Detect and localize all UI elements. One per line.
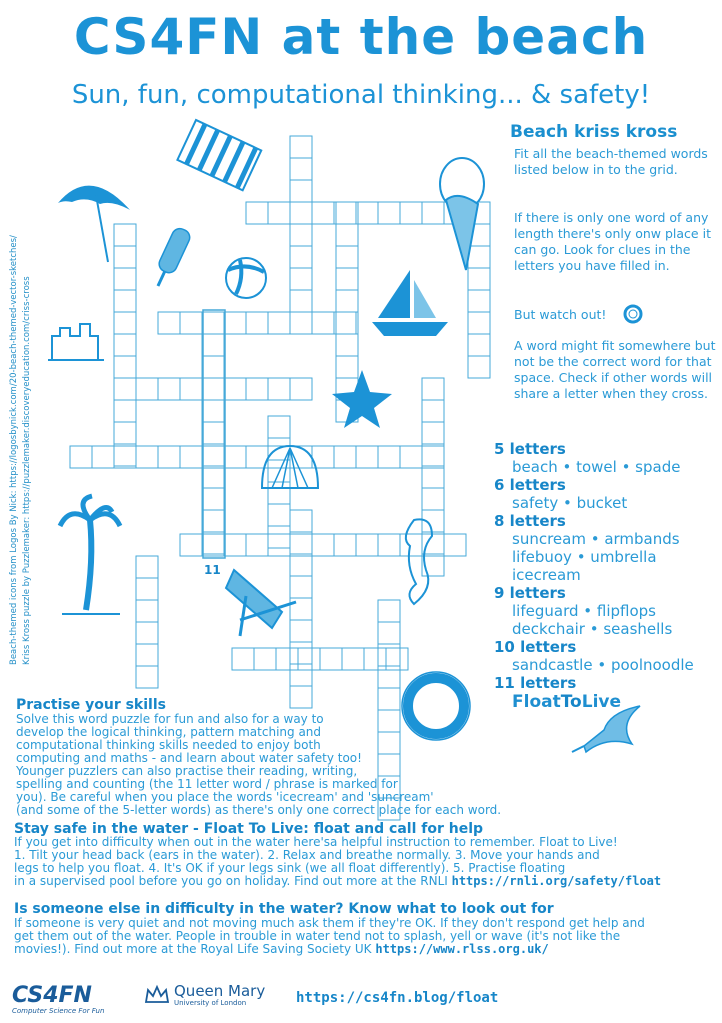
cs4fn-tagline: Computer Science For Fun [12, 1007, 105, 1015]
grid-cell[interactable] [136, 600, 158, 622]
beachball-icon [226, 258, 266, 298]
final-answer-a: Float [512, 692, 561, 712]
grid-cell[interactable] [336, 312, 358, 334]
final-answer-c: Live [581, 692, 622, 712]
deckchair-icon [226, 570, 296, 636]
grid-cell[interactable] [342, 648, 364, 670]
grid-cell[interactable] [136, 644, 158, 666]
grid-cell[interactable] [290, 180, 312, 202]
grid-cell[interactable] [336, 202, 358, 224]
grid-cell[interactable] [268, 482, 290, 504]
grid-cell[interactable] [334, 534, 356, 556]
grid-cell[interactable] [290, 664, 312, 686]
someone-else-title: Is someone else in difficulty in the water? Know what to look out for [14, 901, 554, 917]
grid-cell[interactable] [158, 312, 180, 334]
grid-cell[interactable] [386, 648, 408, 670]
grid-cell[interactable] [356, 534, 378, 556]
skills-text: Solve this word puzzle for fun and also for a way to develop the logical thinking, pattern matching and computational thinking skills needed to enjoy both computing and maths - and learn about water safety too! Younger puzzlers can also practise their reading, writing, spelling and counting (the 11 letter word / phrase is marked for you). Be careful when you place the words 'icecream' and 'suncream' (and some of the 5-letter words) as there's only one correct place for each word. [16, 712, 502, 817]
grid-cell[interactable] [444, 534, 466, 556]
grid-cell[interactable] [268, 202, 290, 224]
grid-cell[interactable] [468, 356, 490, 378]
seagull-icon [572, 706, 640, 752]
grid-cell[interactable] [312, 534, 334, 556]
towel-icon [177, 120, 261, 190]
grid-cell[interactable] [290, 312, 312, 334]
grid-cell[interactable] [114, 444, 136, 466]
grid-cell[interactable] [378, 202, 400, 224]
grid-cell[interactable] [290, 686, 312, 708]
word-group-words: sandcastle • poolnoodle [512, 656, 694, 674]
grid-cell[interactable] [114, 378, 136, 400]
grid-cell[interactable] [290, 158, 312, 180]
grid-cell[interactable] [336, 290, 358, 312]
grid-cell[interactable] [202, 534, 224, 556]
stay-safe-body: If you get into difficulty when out in the water here'sa helpful instruction to remember. Float to Live! 1. Tilt your head back (ears in the water). 2. Relax and breathe normally. 3. Move your hands and legs to help you float. 4. It's OK if your legs sink (we all float differently). 5. Practise floating in a supervised pool before you go on holiday. Find out more at the RNLI [14, 835, 618, 888]
grid-cell[interactable] [136, 578, 158, 600]
sailboat-icon [372, 270, 448, 336]
grid-cell[interactable] [114, 356, 136, 378]
grid-cell[interactable] [290, 620, 312, 642]
grid-cell[interactable] [364, 648, 386, 670]
grid-cell[interactable] [202, 532, 224, 554]
grid-cell[interactable] [202, 422, 224, 444]
grid-cell[interactable] [136, 622, 158, 644]
grid-cell[interactable] [254, 648, 276, 670]
grid-cell[interactable] [246, 378, 268, 400]
grid-cell[interactable] [378, 534, 400, 556]
grid-cell[interactable] [298, 648, 320, 670]
crown-icon [144, 984, 170, 1006]
grid-cell[interactable] [246, 534, 268, 556]
grid-cell[interactable] [290, 246, 312, 268]
grid-cell[interactable] [92, 446, 114, 468]
grid-cell[interactable] [202, 334, 224, 356]
grid-cell[interactable] [312, 312, 334, 334]
word-list [494, 440, 720, 712]
grid-cell[interactable] [158, 378, 180, 400]
icecream-icon [440, 158, 484, 270]
word-group-words: safety • bucket [512, 494, 628, 512]
qm-name: Queen Mary [174, 982, 266, 1000]
sandcastle-icon [48, 324, 104, 360]
someone-else-text [14, 917, 714, 956]
kriss-kross-warning: But watch out! [514, 307, 607, 322]
grid-cell[interactable] [290, 268, 312, 290]
grid-cell[interactable] [334, 446, 356, 468]
grid-cell[interactable] [400, 446, 422, 468]
grid-cell[interactable] [158, 446, 180, 468]
rlss-link[interactable]: https://www.rlss.org.uk/ [375, 942, 549, 956]
grid-cell[interactable] [422, 444, 444, 466]
grid-cell[interactable] [224, 378, 246, 400]
grid-cell[interactable] [114, 422, 136, 444]
grid-cell[interactable] [336, 246, 358, 268]
grid-cell[interactable] [290, 532, 312, 554]
kriss-kross-instruction-1: Fit all the beach-themed words listed below in to the grid. [514, 146, 708, 177]
grid-cell[interactable] [356, 202, 378, 224]
grid-cell[interactable] [378, 688, 400, 710]
grid-cell[interactable] [422, 422, 444, 444]
grid-cell[interactable] [136, 556, 158, 578]
grid-cell[interactable] [468, 246, 490, 268]
kriss-kross-instruction-4: A word might fit somewhere but not be the correct word for that space. Check if other words will share a letter when they cross. [514, 338, 716, 401]
grid-cell[interactable] [276, 648, 298, 670]
grid-cell[interactable] [114, 312, 136, 334]
page-title: CS4FN at the beach [73, 8, 649, 66]
grid-cell[interactable] [268, 416, 290, 438]
rnli-link[interactable]: https://rnli.org/safety/float [451, 874, 662, 888]
grid-cell[interactable] [290, 510, 312, 532]
grid-cell[interactable] [180, 446, 202, 468]
grid-cell[interactable] [136, 666, 158, 688]
word-group-words: lifeguard • flipflops deckchair • seashells [512, 602, 673, 638]
grid-cell[interactable] [114, 446, 136, 468]
grid-cell[interactable] [202, 312, 224, 334]
grid-cell[interactable] [400, 534, 422, 556]
grid-cell[interactable] [334, 202, 356, 224]
grid-cell[interactable] [468, 312, 490, 334]
word-group-head: 10 letters [494, 638, 577, 656]
word-group-words: suncream • armbands lifebuoy • umbrella icecream [512, 530, 680, 584]
grid-cell[interactable] [136, 378, 158, 400]
kriss-kross-title: Beach kriss kross [510, 122, 678, 142]
grid-cell[interactable] [422, 378, 444, 400]
grid-cell[interactable] [268, 378, 290, 400]
cs4fn-logo-text: CS4FN [12, 983, 92, 1008]
word-group-head: 8 letters [494, 512, 566, 530]
kriss-kross-instruction-2: If there is only one word of any length there's only onw place it can go. Look for clues in the letters you have filled in. [514, 210, 711, 273]
stay-safe-text [14, 836, 714, 888]
grid-cell[interactable] [268, 534, 290, 556]
palm-tree-icon [60, 496, 120, 614]
qm-logo [144, 983, 265, 1007]
grid-cell[interactable] [468, 290, 490, 312]
final-answer [494, 692, 720, 712]
grid-cell[interactable] [202, 400, 224, 422]
grid-cell[interactable] [268, 526, 290, 548]
grid-cell[interactable] [232, 648, 254, 670]
grid-cell[interactable] [202, 444, 224, 466]
grid-cell[interactable] [290, 378, 312, 400]
cs4fn-logo [12, 985, 104, 1015]
word-group-head: 9 letters [494, 584, 566, 602]
clue-number-11: 11 [204, 563, 221, 577]
grid-cell[interactable] [246, 202, 268, 224]
icelolly-icon [150, 226, 193, 290]
grid-cell[interactable] [378, 644, 400, 666]
grid-cell[interactable] [70, 446, 92, 468]
grid-cell[interactable] [336, 334, 358, 356]
grid-cell[interactable] [356, 446, 378, 468]
grid-cell[interactable] [336, 224, 358, 246]
grid-cell[interactable] [290, 642, 312, 664]
grid-cell[interactable] [422, 400, 444, 422]
grid-cell[interactable] [290, 534, 312, 556]
grid-cell[interactable] [334, 446, 356, 468]
grid-cell[interactable] [114, 400, 136, 422]
grid-cell[interactable] [114, 290, 136, 312]
grid-cell[interactable] [290, 576, 312, 598]
grid-cell[interactable] [378, 622, 400, 644]
skills-title: Practise your skills [16, 697, 166, 713]
stay-safe-title: Stay safe in the water - Float To Live: float and call for help [14, 821, 484, 837]
grid-cell[interactable] [202, 378, 224, 400]
grid-cell[interactable] [422, 446, 444, 468]
grid-cell[interactable] [202, 378, 224, 400]
grid-cell[interactable] [114, 334, 136, 356]
grid-cell[interactable] [114, 246, 136, 268]
grid-cell[interactable] [336, 268, 358, 290]
grid-cell[interactable] [378, 446, 400, 468]
grid-cell[interactable] [202, 510, 224, 532]
grid-cell[interactable] [290, 554, 312, 576]
grid-cell[interactable] [202, 356, 224, 378]
grid-cell[interactable] [114, 378, 136, 400]
word-group-head: 5 letters [494, 440, 566, 458]
highlighted-answer-column [203, 310, 225, 558]
grid-cell[interactable] [290, 224, 312, 246]
grid-cell[interactable] [114, 268, 136, 290]
grid-cell[interactable] [320, 648, 342, 670]
ring-icon [622, 303, 644, 325]
grid-cell[interactable] [378, 600, 400, 622]
grid-cell[interactable] [312, 202, 334, 224]
grid-cell[interactable] [246, 312, 268, 334]
credit-puzzle: Kriss Kross puzzle by Puzzlemaker: https://puzzlemaker.discoveryeducation.com/criss-cross [22, 276, 32, 665]
page-subtitle: Sun, fun, computational thinking... & safety! [71, 80, 651, 110]
grid-cell[interactable] [422, 466, 444, 488]
grid-cell[interactable] [400, 202, 422, 224]
grid-cell[interactable] [202, 466, 224, 488]
grid-cell[interactable] [422, 202, 444, 224]
grid-cell[interactable] [202, 312, 224, 334]
footer-url[interactable]: https://cs4fn.blog/float [296, 990, 499, 1006]
grid-cell[interactable] [468, 268, 490, 290]
grid-cell[interactable] [180, 378, 202, 400]
qm-sub: University of London [174, 999, 247, 1007]
grid-cell[interactable] [180, 534, 202, 556]
grid-cell[interactable] [268, 504, 290, 526]
grid-cell[interactable] [290, 290, 312, 312]
grid-cell[interactable] [356, 534, 378, 556]
grid-cell[interactable] [468, 334, 490, 356]
grid-cell[interactable] [202, 488, 224, 510]
word-group-head: 11 letters [494, 674, 577, 692]
credit-icons: Beach-themed icons from Logos By Nick: https://logosbynick.com/20-beach-themed-vector-sketches/ [9, 235, 19, 665]
grid-cell[interactable] [224, 534, 246, 556]
word-group-head: 6 letters [494, 476, 566, 494]
grid-cell[interactable] [224, 446, 246, 468]
grid-cell[interactable] [336, 356, 358, 378]
grid-cell[interactable] [136, 446, 158, 468]
grid-cell[interactable] [422, 488, 444, 510]
grid-cell[interactable] [202, 446, 224, 468]
word-group-words: beach • towel • spade [512, 458, 681, 476]
grid-cell[interactable] [290, 202, 312, 224]
grid-cell[interactable] [114, 224, 136, 246]
someone-else-body: If someone is very quiet and not moving much ask them if they're OK. If they don't respond get help and get them out of the water. People in trouble in water tend not to splash, yell or wave (it's not like the movies!). Find out more at the Royal Life Saving Society UK [14, 916, 645, 956]
grid-cell[interactable] [290, 136, 312, 158]
grid-cell[interactable] [224, 312, 246, 334]
grid-cell[interactable] [180, 312, 202, 334]
grid-cell[interactable] [268, 312, 290, 334]
grid-cell[interactable] [334, 312, 356, 334]
grid-cell[interactable] [290, 202, 312, 224]
grid-cell[interactable] [378, 666, 400, 688]
starfish-icon [332, 370, 392, 428]
final-answer-b: To [560, 692, 582, 712]
